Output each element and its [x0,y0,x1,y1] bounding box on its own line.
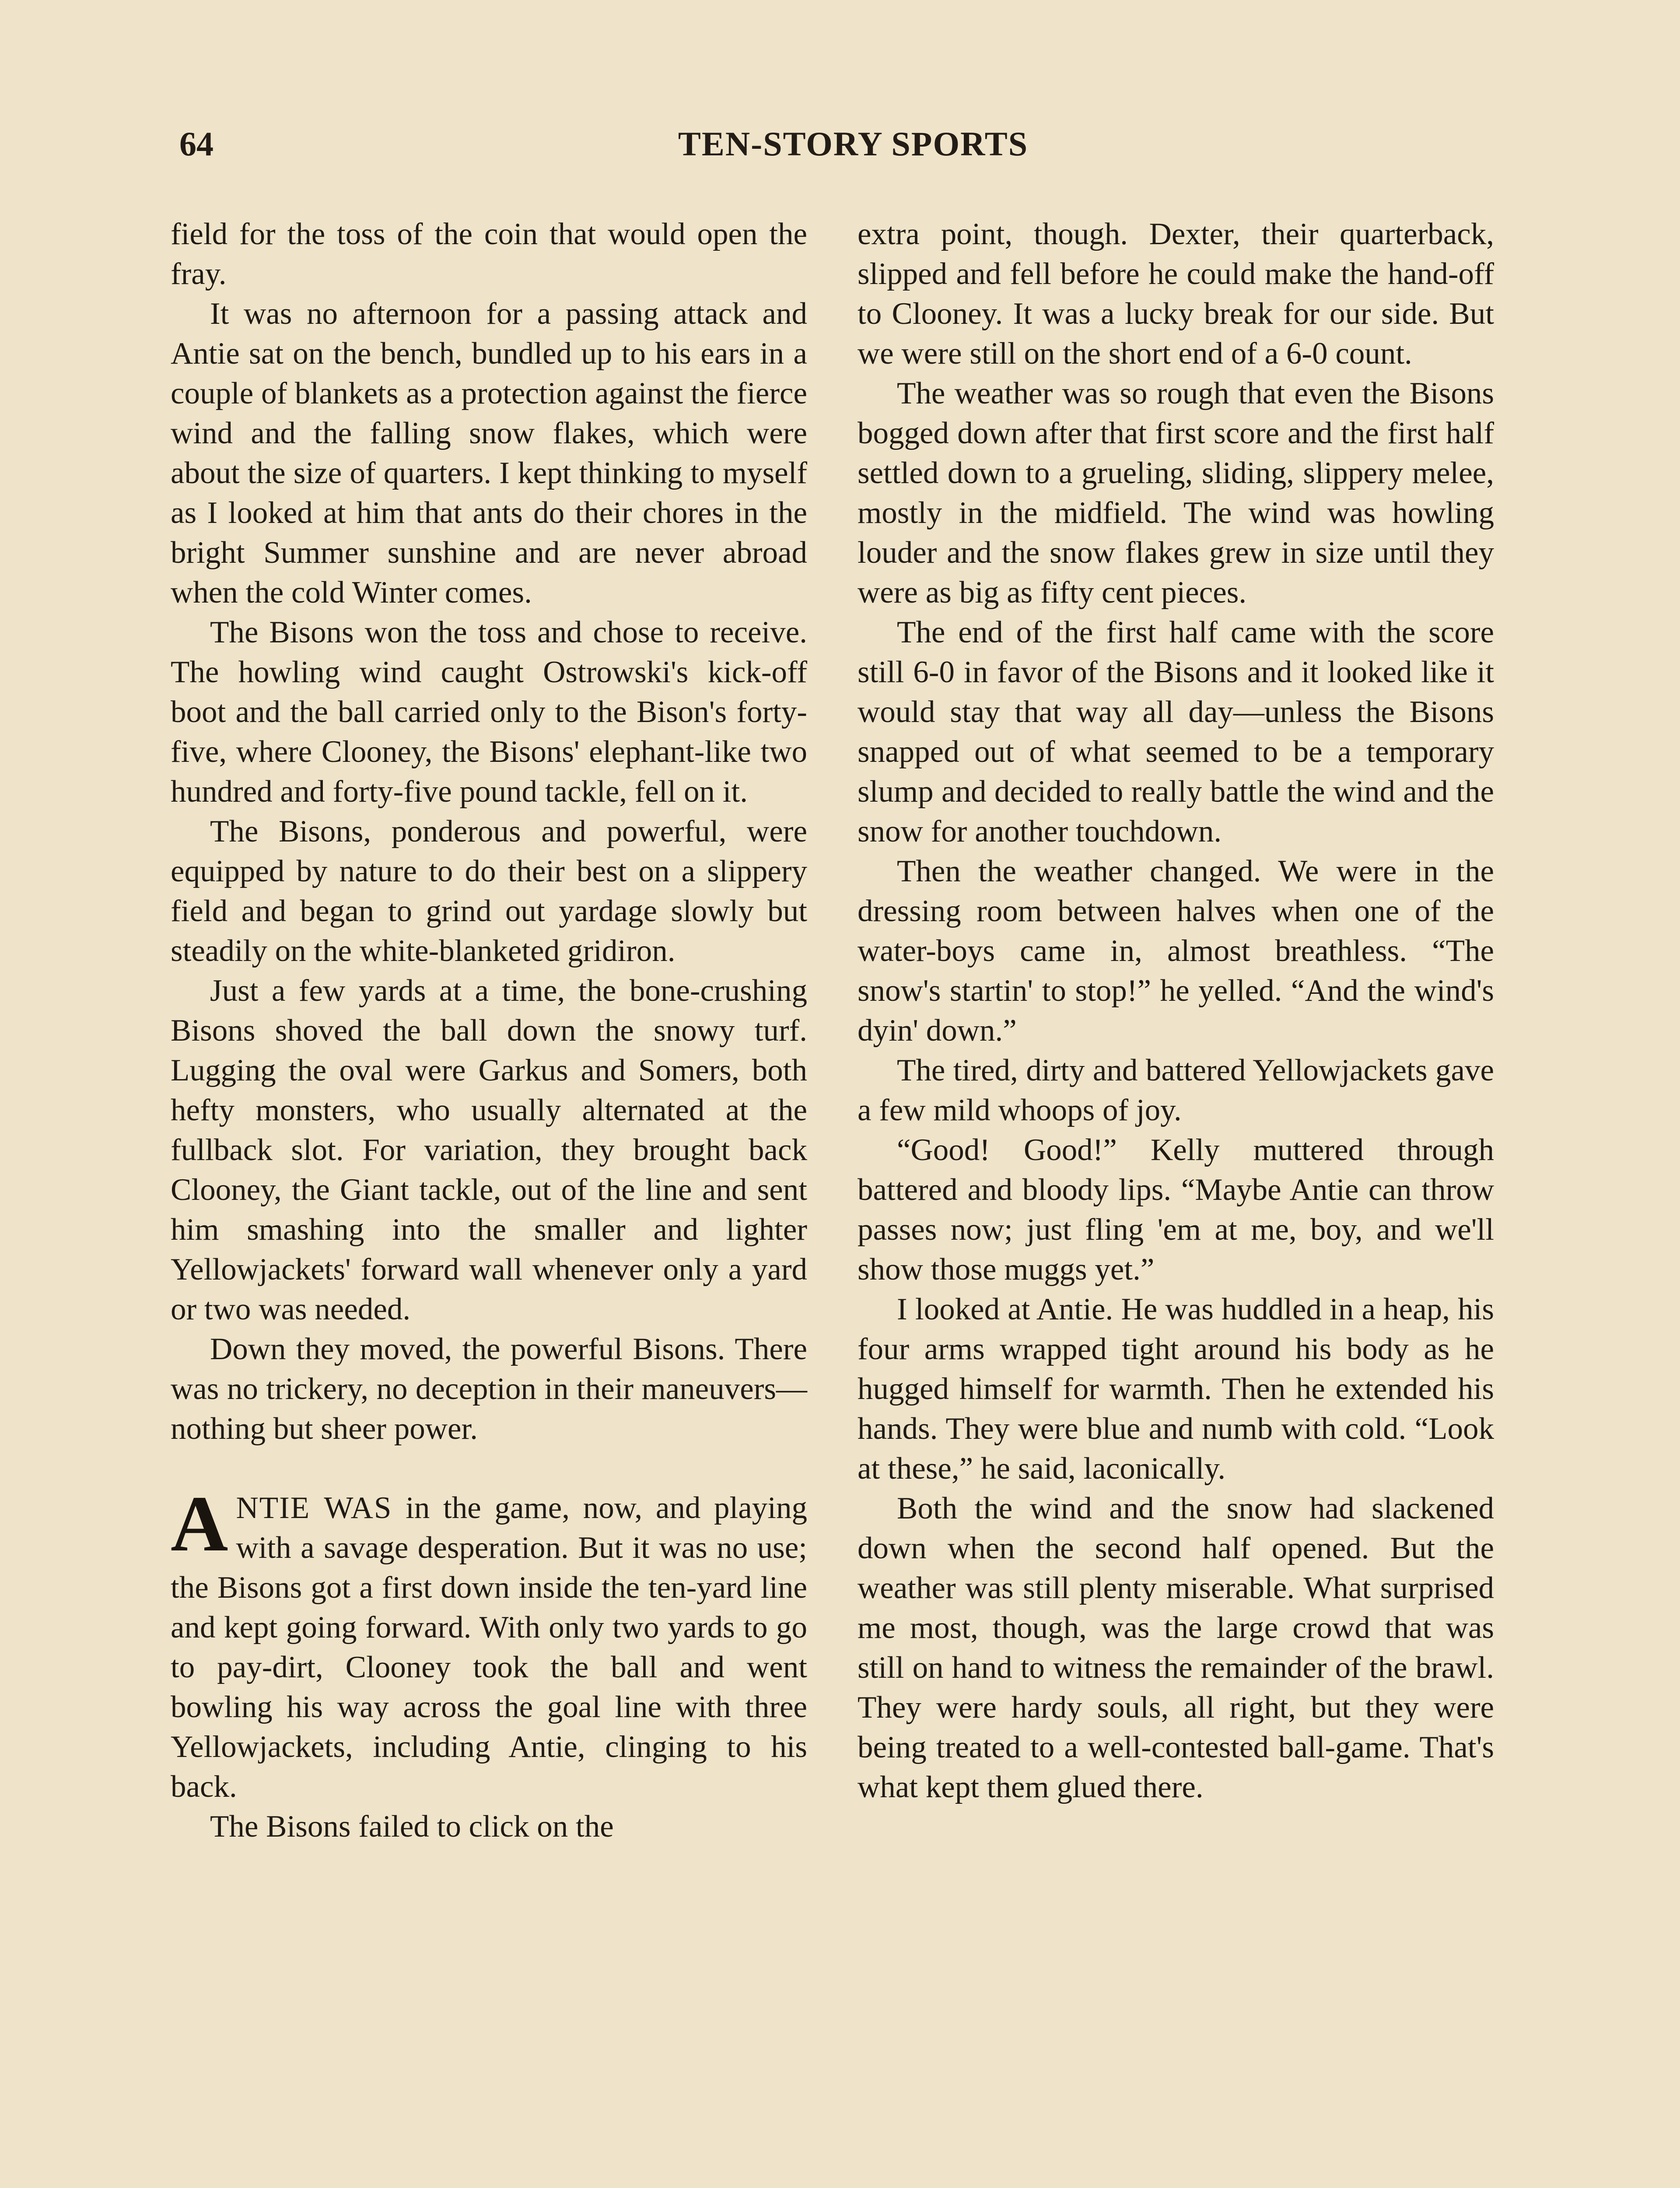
left-column [171,214,807,1847]
paragraph: extra point, though. Dexter, their quarterback, slipped and fell before he could make the hand-off to Clooney. It was a lucky break for our side. But we were still on the short end of a 6-0 count. [858,217,1494,371]
paragraph: field for the toss of the coin that would open the fray. [171,217,807,291]
section-break [171,1449,807,1488]
paragraph: The Bisons won the toss and chose to receive. The howling wind caught Ostrowski's kick-off boot and the ball carried only to the Bison's forty-five, where Clooney, the Bisons' elephant-like two hundred and forty-five pound tackle, fell on it. [171,615,807,809]
paragraph: It was no afternoon for a passing attack and Antie sat on the bench, bundled up to his ears in a couple of blankets as a protection against the fierce wind and the falling snow flakes, which were about the size of quarters. I kept thinking to myself as I looked at him that ants do their chores in the bright Summer sunshine and are never abroad when the cold Winter comes. [171,297,807,610]
paragraph: Both the wind and the snow had slackened down when the second half opened. But the weather was still plenty miserable. What surprised me most, though, was the large crowd that was still on hand to witness the remainder of the brawl. They were hardy souls, all right, but they were being treated to a well-contested ball-game. That's what kept them glued there. [858,1491,1494,1804]
paragraph: Then the weather changed. We were in the dressing room between halves when one of the water-boys came in, almost breathless. “The snow's startin' to stop!” he yelled. “And the wind's dyin' down.” [858,854,1494,1048]
paragraph: I looked at Antie. He was huddled in a heap, his four arms wrapped tight around his body as he hugged himself for warmth. Then he extended his hands. They were blue and numb with cold. “Look at these,” he said, laconically. [858,1292,1494,1486]
right-column [858,214,1494,1807]
paragraph-text: in the game, now, and playing with a savage desperation. But it was no use; the Bisons got a first down inside the ten-yard line and kept going forward. With only two yards to go to pay-dirt, Clooney took the ball and went bowling his way across the goal line with three Yellowjackets, including Antie, clinging to his back. [171,1491,807,1804]
paragraph: Down they moved, the powerful Bisons. There was no trickery, no deception in their maneuvers—nothing but sheer power. [171,1332,807,1446]
running-head: TEN-STORY SPORTS [678,125,1029,163]
paragraph: Just a few yards at a time, the bone-crushing Bisons shoved the ball down the snowy turf. Lugging the oval were Garkus and Somers, both hefty monsters, who usually alternated at the fullback slot. For variation, they brought back Clooney, the Giant tackle, out of the line and sent him smashing into the smaller and lighter Yellowjackets' forward wall whenever only a yard or two was needed. [171,974,807,1326]
lead-in-caps: NTIE WAS [236,1491,392,1525]
section-opening-paragraph [171,1480,807,1807]
paragraph: The Bisons failed to click on the [210,1809,614,1844]
paragraph: The weather was so rough that even the Bisons bogged down after that first score and the first half settled down to a grueling, sliding, slippery melee, mostly in the midfield. The wind was howling louder and the snow flakes grew in size until they were as big as fifty cent pieces. [858,376,1494,610]
paragraph: The end of the first half came with the score still 6-0 in favor of the Bisons and it looked like it would stay that way all day—unless the Bisons snapped out of what seemed to be a temporary slump and decided to really battle the wind and the snow for another touchdown. [858,615,1494,849]
drop-cap: A [171,1480,228,1568]
paragraph: “Good! Good!” Kelly muttered through battered and bloody lips. “Maybe Antie can throw passes now; just fling 'em at me, boy, and we'll show those muggs yet.” [858,1133,1494,1287]
page-number: 64 [179,125,214,163]
paragraph: The tired, dirty and battered Yellowjackets gave a few mild whoops of joy. [858,1053,1494,1127]
paragraph: The Bisons, ponderous and powerful, were equipped by nature to do their best on a slippery field and began to grind out yardage slowly but steadily on the white-blanketed gridiron. [171,814,807,968]
